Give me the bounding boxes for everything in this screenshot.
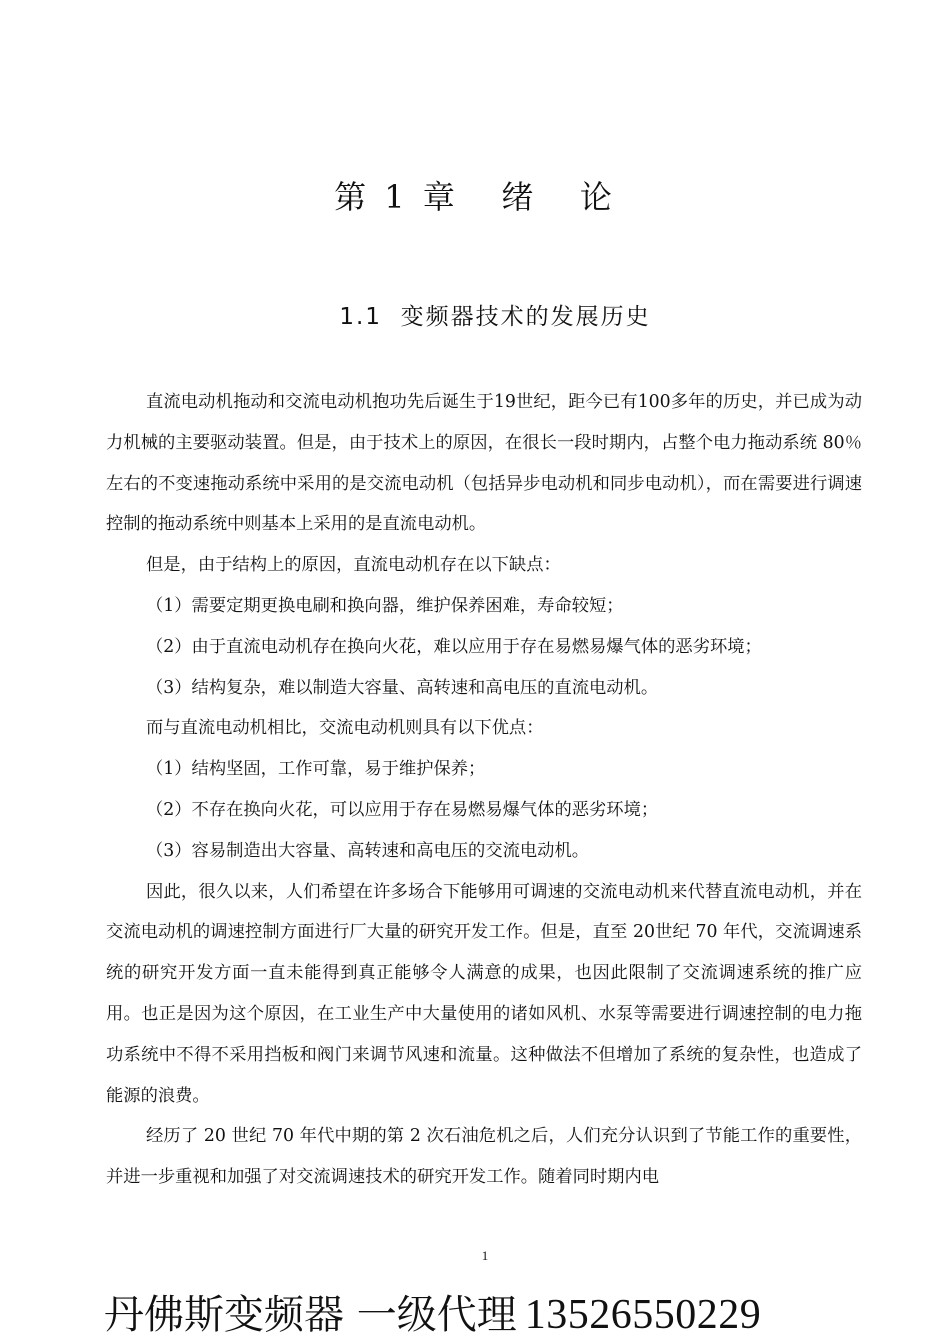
paragraph-ac-advantages-lead: 而与直流电动机相比，交流电动机则具有以下优点： bbox=[146, 718, 544, 739]
footer-phone: 13526550229 bbox=[524, 1292, 762, 1338]
paragraph-history: 因此，很久以来，人们希望在许多场合下能够用可调速的交流电动机来代替直流电动机，并在交流电动机的调速控制方面进行厂大量的研究开发工作。但是，直至 20世纪 70 年代，交流调速系统的研究开发方面一直未能得到真正能够令人满意的成果，也因此限制了交流调速系统的推广应用。也正是因为这个原因，在工业生产中大量使用的诸如风机、水泵等需要进行调速控制的电力拖功系统中不得不采用挡板和阀门来调节风速和流量。这种做法不但增加了系统的复杂性，也造成了能源的浪费。 bbox=[106, 881, 862, 1106]
list-item-ac-1: （1）结构坚固，工作可靠，易于维护保养； bbox=[146, 759, 486, 780]
footer-banner bbox=[104, 1288, 904, 1343]
paragraph-oil-crisis: 经历了 20 世纪 70 年代中期的第 2 次石油危机之后，人们充分认识到了节能工作的重要性，并进一步重视和加强了对交流调速技术的研究开发工作。随着同时期内电 bbox=[106, 1126, 862, 1188]
list-item-dc-1: （1）需要定期更换电刷和换向器，维护保养困难，寿命较短； bbox=[146, 595, 624, 616]
list-item-dc-2: （2）由于直流电动机存在换向火花，难以应用于存在易燃易爆气体的恶劣环境； bbox=[146, 636, 762, 657]
paragraph-intro: 直流电动机拖动和交流电动机抱功先后诞生于19世纪，距今已有100多年的历史，并已成为动力机械的主要驱动装置。但是，由于技术上的原因，在很长一段时期内，占整个电力拖动系统 80％左右的不变速拖动系统中采用的是交流电动机（包括异步电动机和同步电动机），而在需要进行调速控制的拖动系统中则基本上采用的是直流电动机。 bbox=[106, 392, 862, 535]
list-item-dc-3: （3）结构复杂，难以制造大容量、高转速和高电压的直流电动机。 bbox=[146, 677, 659, 698]
list-item-ac-3: （3）容易制造出大容量、高转速和高电压的交流电动机。 bbox=[146, 840, 590, 861]
body-text bbox=[106, 382, 862, 1198]
chapter-title: 第 1 章 绪 论 bbox=[334, 178, 616, 216]
page-number: 1 bbox=[481, 1248, 489, 1263]
section-title: 1.1 变频器技术的发展历史 bbox=[339, 304, 651, 330]
list-item-ac-2: （2）不存在换向火花，可以应用于存在易燃易爆气体的恶劣环境； bbox=[146, 799, 659, 820]
paragraph-dc-drawbacks-lead: 但是，由于结构上的原因，直流电动机存在以下缺点： bbox=[146, 555, 561, 576]
footer-text: 丹佛斯变频器 一级代理 bbox=[104, 1292, 517, 1338]
